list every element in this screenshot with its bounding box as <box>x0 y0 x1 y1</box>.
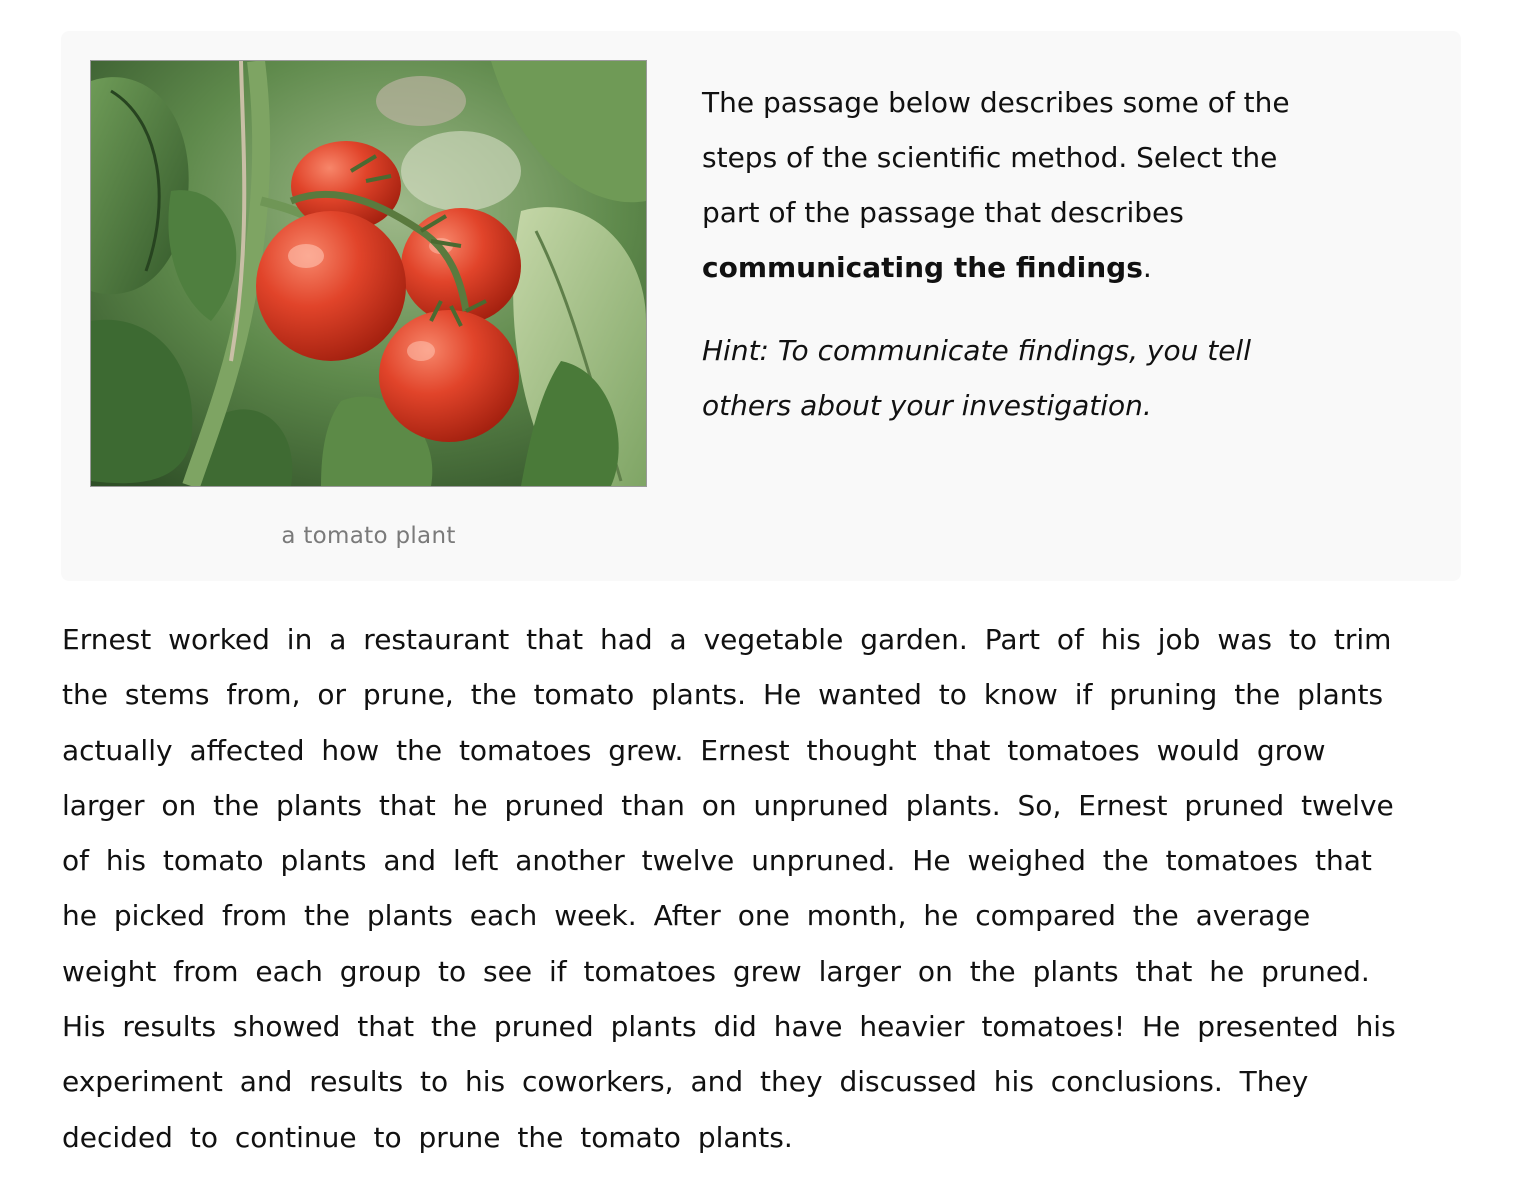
tomato-plant-image <box>90 60 647 487</box>
passage-line[interactable]: actually affected how the tomatoes grew. Ernest thought that tomatoes would grow <box>62 733 1326 767</box>
hint-line-2: others about your investigation. <box>702 389 1152 422</box>
passage-line[interactable]: of his tomato plants and left another twelve unpruned. He weighed the tomatoes that <box>62 844 1372 878</box>
figure <box>90 60 647 549</box>
passage-line[interactable]: he picked from the plants each week. After one month, he compared the average <box>62 899 1311 933</box>
prompt-period: . <box>1142 251 1152 284</box>
passage-line[interactable]: His results showed that the pruned plants did have heavier tomatoes! He presented his <box>62 1010 1396 1044</box>
hint-text <box>702 323 1382 433</box>
hint-line-1: Hint: To communicate findings, you tell <box>702 334 1251 367</box>
prompt-line-2: steps of the scientific method. Select the <box>702 141 1278 174</box>
passage-line[interactable]: weight from each group to see if tomatoes grew larger on the plants that he pruned. <box>62 954 1370 988</box>
passage-line[interactable]: decided to continue to prune the tomato plants. <box>62 1120 793 1154</box>
prompt-line-1: The passage below describes some of the <box>702 86 1290 119</box>
passage <box>62 612 1462 1165</box>
prompt-text <box>702 75 1382 295</box>
prompt-line-3: part of the passage that describes <box>702 196 1184 229</box>
passage-line[interactable]: larger on the plants that he pruned than on unpruned plants. So, Ernest pruned twelve <box>62 788 1394 822</box>
passage-line[interactable]: Ernest worked in a restaurant that had a vegetable garden. Part of his job was to trim <box>62 623 1392 656</box>
passage-line[interactable]: the stems from, or prune, the tomato plants. He wanted to know if pruning the plants <box>62 678 1384 712</box>
tomato-plant-photo-icon <box>91 61 646 486</box>
question-panel <box>61 31 1461 581</box>
passage-line[interactable]: experiment and results to his coworkers, and they discussed his conclusions. They <box>62 1065 1309 1099</box>
question-prompt <box>702 75 1382 433</box>
prompt-bold-phrase: communicating the findings <box>702 251 1143 284</box>
image-caption: a tomato plant <box>281 523 456 549</box>
